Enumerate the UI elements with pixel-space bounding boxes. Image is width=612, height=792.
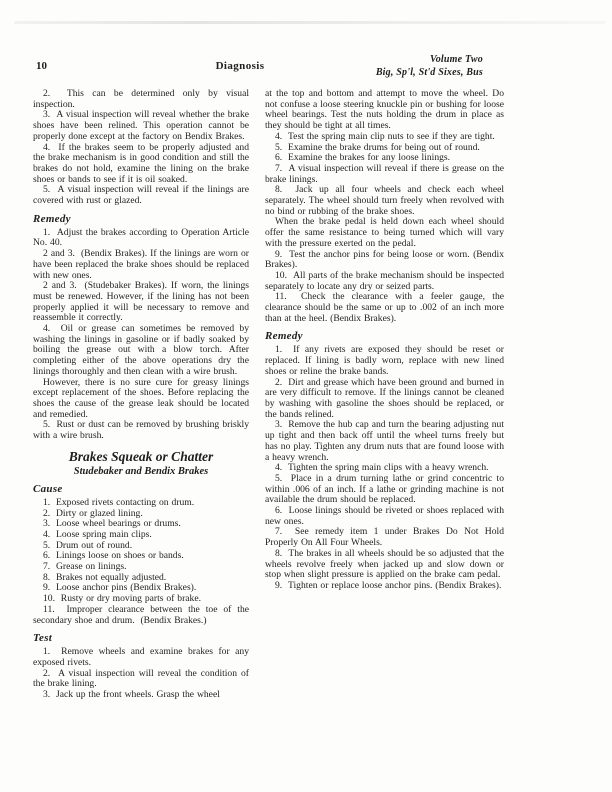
paragraph: 5. A visual inspection will reveal if the linings are covered with rust or glazed. [33,184,249,207]
paragraph: 2. This can be determined only by visual inspection. [33,88,249,110]
paragraph: 3. Remove the hub cap and turn the bearing adjusting nut up tight and then back off until the wheel turns freely but has no play. Tighten any drum nuts that are found loose with a heavy wrench. [265,419,504,463]
page-number: 10 [36,60,47,72]
paragraph: 2 and 3. (Studebaker Brakes). If worn, the linings must be renewed. However, if the lining has not been properly applied it will be necessary to remove and reassemble it correctly. [33,280,249,324]
paragraph: 2. Dirt and grease which have been ground and burned in are very difficult to remove. If the linings cannot be cleaned by washing with gasoline the shoes should be replaced, or the bands relined. [265,376,504,420]
paragraph: 8. Jack up all four wheels and check each wheel separately. The wheel should turn freely when revolved with no bind or rubbing of the brake shoes. [265,184,504,217]
section-heading: Remedy [265,330,303,343]
paragraph: 9. Tighten or replace loose anchor pins. (Bendix Brakes). [275,579,502,591]
paragraph-continued: at the top and bottom and attempt to move the wheel. Do not confuse a loose steering knuckle pin or bushing for loose wheel bearings. Test the nuts holding the drum in place as they should be tight at all times. [265,88,504,132]
paragraph: 8. Brakes not equally adjusted. [43,571,167,583]
paragraph: 11. Improper clearance between the toe of the secondary shoe and drum. (Bendix Brakes.) [33,603,249,626]
paragraph: 3. Jack up the front wheels. Grasp the wheel [43,689,220,701]
paragraph: 10. Rusty or dry moving parts of brake. [43,593,202,605]
section-heading: Remedy [33,212,71,225]
paragraph: 1. Adjust the brakes according to Operation Article No. 40. [33,226,249,249]
paragraph: 7. See remedy item 1 under Brakes Do Not Hold Properly On All Four Wheels. [265,526,504,549]
paragraph: However, there is no sure cure for greasy linings except replacement of the shoes. Before replacing the shoes the cause of the grease leak should be located and remedied. [33,376,249,420]
edition-block [376,54,483,79]
paragraph: 10. All parts of the brake mechanism should be inspected separately to locate any dry or seized parts. [265,269,504,292]
scan-artifact-line [14,21,606,24]
paragraph: 11. Check the clearance with a feeler gauge, the clearance should be the same or up to .002 of an inch more than at the heel. (Bendix Brakes). [265,291,504,324]
paragraph: 7. Grease on linings. [43,561,127,573]
paragraph: 5. Examine the brake drums for being out of round. [275,141,480,153]
paragraph: 4. Tighten the spring main clips with a heavy wrench. [275,462,489,474]
paragraph: 6. Loose linings should be riveted or shoes replaced with new ones. [265,505,504,527]
paragraph: 4. Loose spring main clips. [43,528,152,540]
section-heading: Test [33,632,53,645]
paragraph: 8. The brakes in all wheels should be so adjusted that the wheels revolve freely when jacked up and slow down or stop when slight pressure is applied on the brake cam pedal. [265,547,504,581]
running-head-title: Diagnosis [215,60,265,72]
paragraph: 1. If any rivets are exposed they should be reset or replaced. If lining is badly worn, replace with new lined shoes or reline the brake bands. [265,344,504,377]
paragraph: 4. Test the spring main clip nuts to see if they are tight. [275,130,495,142]
edition-volume: Volume Two [429,54,483,65]
paragraph: 6. Linings loose on shoes or bands. [43,550,184,562]
section-heading: Cause [33,482,63,495]
paragraph: 9. Loose anchor pins (Bendix Brakes). [43,582,197,594]
paragraph: 7. A visual inspection will reveal if there is grease on the brake linings. [265,162,504,185]
paragraph: 5. Place in a drum turning lathe or grind concentric to within .006 of an inch. If a lathe or grinding machine is not available the drum should be replaced. [265,472,504,506]
paragraph: 5. Drum out of round. [43,539,133,551]
article-title: Brakes Squeak or Chatter [68,448,214,464]
right-column [265,89,504,592]
paragraph: 4. If the brakes seem to be properly adjusted and the brake mechanism is in good condition and still the brakes do not hold, examine the lining on the brake shoes or bands to see if it is oil soaked. [33,141,249,185]
paragraph: 3. A visual inspection will reveal whether the brake shoes have been relined. This operation cannot be properly done except at the factory on Bendix Brakes. [33,109,249,142]
paragraph: 4. Oil or grease can sometimes be removed by washing the linings in gasoline or if badly soaked by boiling the grease out with a blow torch. After completing either of the above operations dry the linings thoroughly and then clean with a wire brush. [33,323,249,377]
paragraph: 2. A visual inspection will reveal the condition of the brake lining. [33,667,249,690]
paragraph: 3. Loose wheel bearings or drums. [43,518,181,530]
edition-models: Big, Sp'l, St'd Sixes, Bus [375,66,483,78]
paragraph: 5. Rust or dust can be removed by brushing briskly with a wire brush. [33,419,249,442]
paragraph: 1. Exposed rivets contacting on drum. [43,496,195,508]
left-column [33,89,249,701]
paragraph: 9. Test the anchor pins for being loose or worn. (Bendix Brakes). [265,248,504,271]
paragraph: 2. Dirty or glazed lining. [43,507,143,519]
article-subtitle: Studebaker and Bendix Brakes [73,465,209,477]
paragraph: When the brake pedal is held down each wheel should offer the same resistance to being turned which will vary with the pressure exerted on the pedal. [265,216,504,249]
paragraph: 6. Examine the brakes for any loose linings. [275,152,451,164]
paragraph: 1. Remove wheels and examine brakes for any exposed rivets. [33,646,249,668]
paragraph: 2 and 3. (Bendix Brakes). If the linings are worn or have been replaced the brake shoes should be replaced with new ones. [33,248,249,281]
